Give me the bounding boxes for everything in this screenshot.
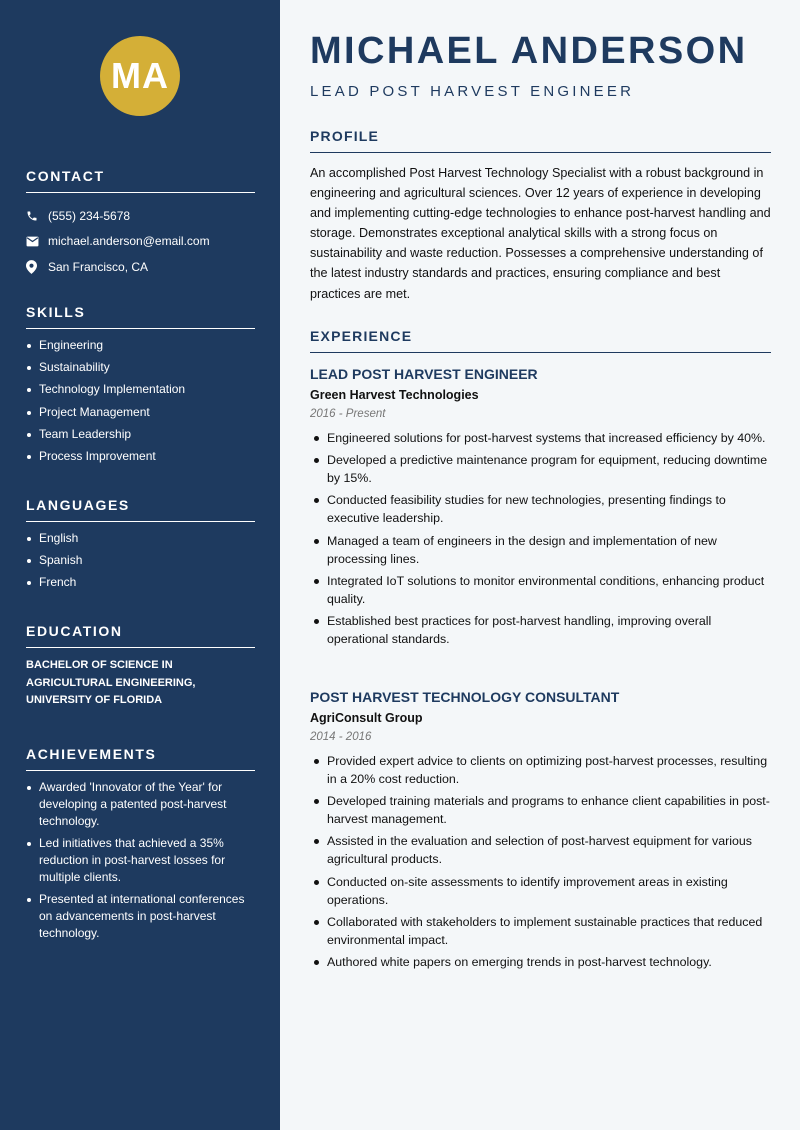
experience-heading: EXPERIENCE	[310, 328, 771, 353]
profile-heading: PROFILE	[310, 128, 771, 153]
skill-item: Sustainability	[26, 359, 255, 376]
skill-item: Technology Implementation	[26, 381, 255, 398]
skills-heading: SKILLS	[26, 304, 255, 329]
phone-icon	[26, 210, 48, 222]
skill-item: Engineering	[26, 337, 255, 354]
contact-location	[26, 254, 255, 280]
skill-item: Team Leadership	[26, 426, 255, 443]
email-text: michael.anderson@email.com	[48, 234, 210, 249]
duty-item: Managed a team of engineers in the design and implementation of new processing lines.	[310, 532, 771, 568]
education-line: AGRICULTURAL ENGINEERING,	[26, 676, 196, 689]
language-item: Spanish	[26, 552, 255, 569]
location-text: San Francisco, CA	[48, 259, 149, 274]
education-degree	[26, 657, 255, 710]
job-title: POST HARVEST TECHNOLOGY CONSULTANT	[310, 689, 620, 705]
email-icon	[26, 236, 48, 247]
achievements-section	[26, 746, 255, 947]
language-item: French	[26, 574, 255, 591]
education-line: UNIVERSITY OF FLORIDA	[26, 694, 163, 706]
phone-text: (555) 234-5678	[48, 208, 131, 223]
contact-list	[26, 203, 255, 280]
languages-section	[26, 497, 255, 597]
skill-item: Project Management	[26, 404, 255, 421]
job-entry	[310, 366, 771, 652]
achievement-item: Presented at international conferences on advancements in post-harvest technology.	[26, 891, 255, 942]
contact-phone	[26, 203, 255, 229]
candidate-name: MICHAEL ANDERSON	[310, 30, 748, 72]
job-duties	[310, 752, 771, 971]
duty-item: Provided expert advice to clients on optimizing post-harvest processes, resulting in a 20% cost reduction.	[310, 752, 771, 788]
skills-section	[26, 304, 255, 470]
contact-heading: CONTACT	[26, 168, 255, 193]
job-title: LEAD POST HARVEST ENGINEER	[310, 366, 538, 382]
job-dates: 2016 - Present	[310, 408, 386, 420]
achievement-item: Led initiatives that achieved a 35% reduction in post-harvest losses for multiple clients.	[26, 835, 255, 886]
achievement-item: Awarded 'Innovator of the Year' for developing a patented post-harvest technology.	[26, 779, 255, 830]
job-company: AgriConsult Group	[310, 711, 423, 725]
contact-section	[26, 168, 255, 280]
location-pin-icon	[26, 260, 48, 274]
duty-item: Authored white papers on emerging trends in post-harvest technology.	[310, 953, 771, 971]
duty-item: Conducted feasibility studies for new technologies, presenting findings to executive leadership.	[310, 491, 771, 527]
duty-item: Developed a predictive maintenance program for equipment, reducing downtime by 15%.	[310, 451, 771, 487]
duty-item: Assisted in the evaluation and selection of post-harvest equipment for various agricultural products.	[310, 832, 771, 868]
job-company: Green Harvest Technologies	[310, 388, 479, 402]
languages-heading: LANGUAGES	[26, 497, 255, 522]
contact-email	[26, 229, 255, 255]
education-line: BACHELOR OF SCIENCE IN	[26, 659, 173, 671]
duty-item: Engineered solutions for post-harvest systems that increased efficiency by 40%.	[310, 429, 771, 447]
skill-item: Process Improvement	[26, 448, 255, 465]
avatar: MA	[100, 36, 180, 116]
language-item: English	[26, 530, 255, 547]
job-duties	[310, 429, 771, 648]
job-dates: 2014 - 2016	[310, 731, 372, 743]
skills-list	[26, 337, 255, 465]
job-title-header: LEAD POST HARVEST ENGINEER	[310, 83, 635, 100]
duty-item: Conducted on-site assessments to identify improvement areas in existing operations.	[310, 873, 771, 909]
education-heading: EDUCATION	[26, 623, 255, 648]
duty-item: Integrated IoT solutions to monitor environmental conditions, enhancing product quality.	[310, 572, 771, 608]
duty-item: Collaborated with stakeholders to implement sustainable practices that reduced environmental impact.	[310, 913, 771, 949]
job-entry	[310, 689, 771, 975]
achievements-heading: ACHIEVEMENTS	[26, 746, 255, 771]
education-section	[26, 623, 255, 710]
achievements-list	[26, 779, 255, 942]
profile-text: An accomplished Post Harvest Technology Specialist with a robust background in engineering and agricultural sciences. Over 12 years of experience in developing and implementing cutting-edge technologies to enhance post-harvest handling and storage. Demonstrates exceptional analytical skills with a strong focus on sustainability and waste reduction. Possesses a comprehensive understanding of the latest industry standards and practices, ensuring compliance and best practices are met.	[310, 166, 771, 301]
sidebar	[0, 0, 280, 1130]
duty-item: Established best practices for post-harvest handling, improving overall operational standards.	[310, 612, 771, 648]
duty-item: Developed training materials and programs to enhance client capabilities in post-harvest management.	[310, 792, 771, 828]
languages-list	[26, 530, 255, 591]
